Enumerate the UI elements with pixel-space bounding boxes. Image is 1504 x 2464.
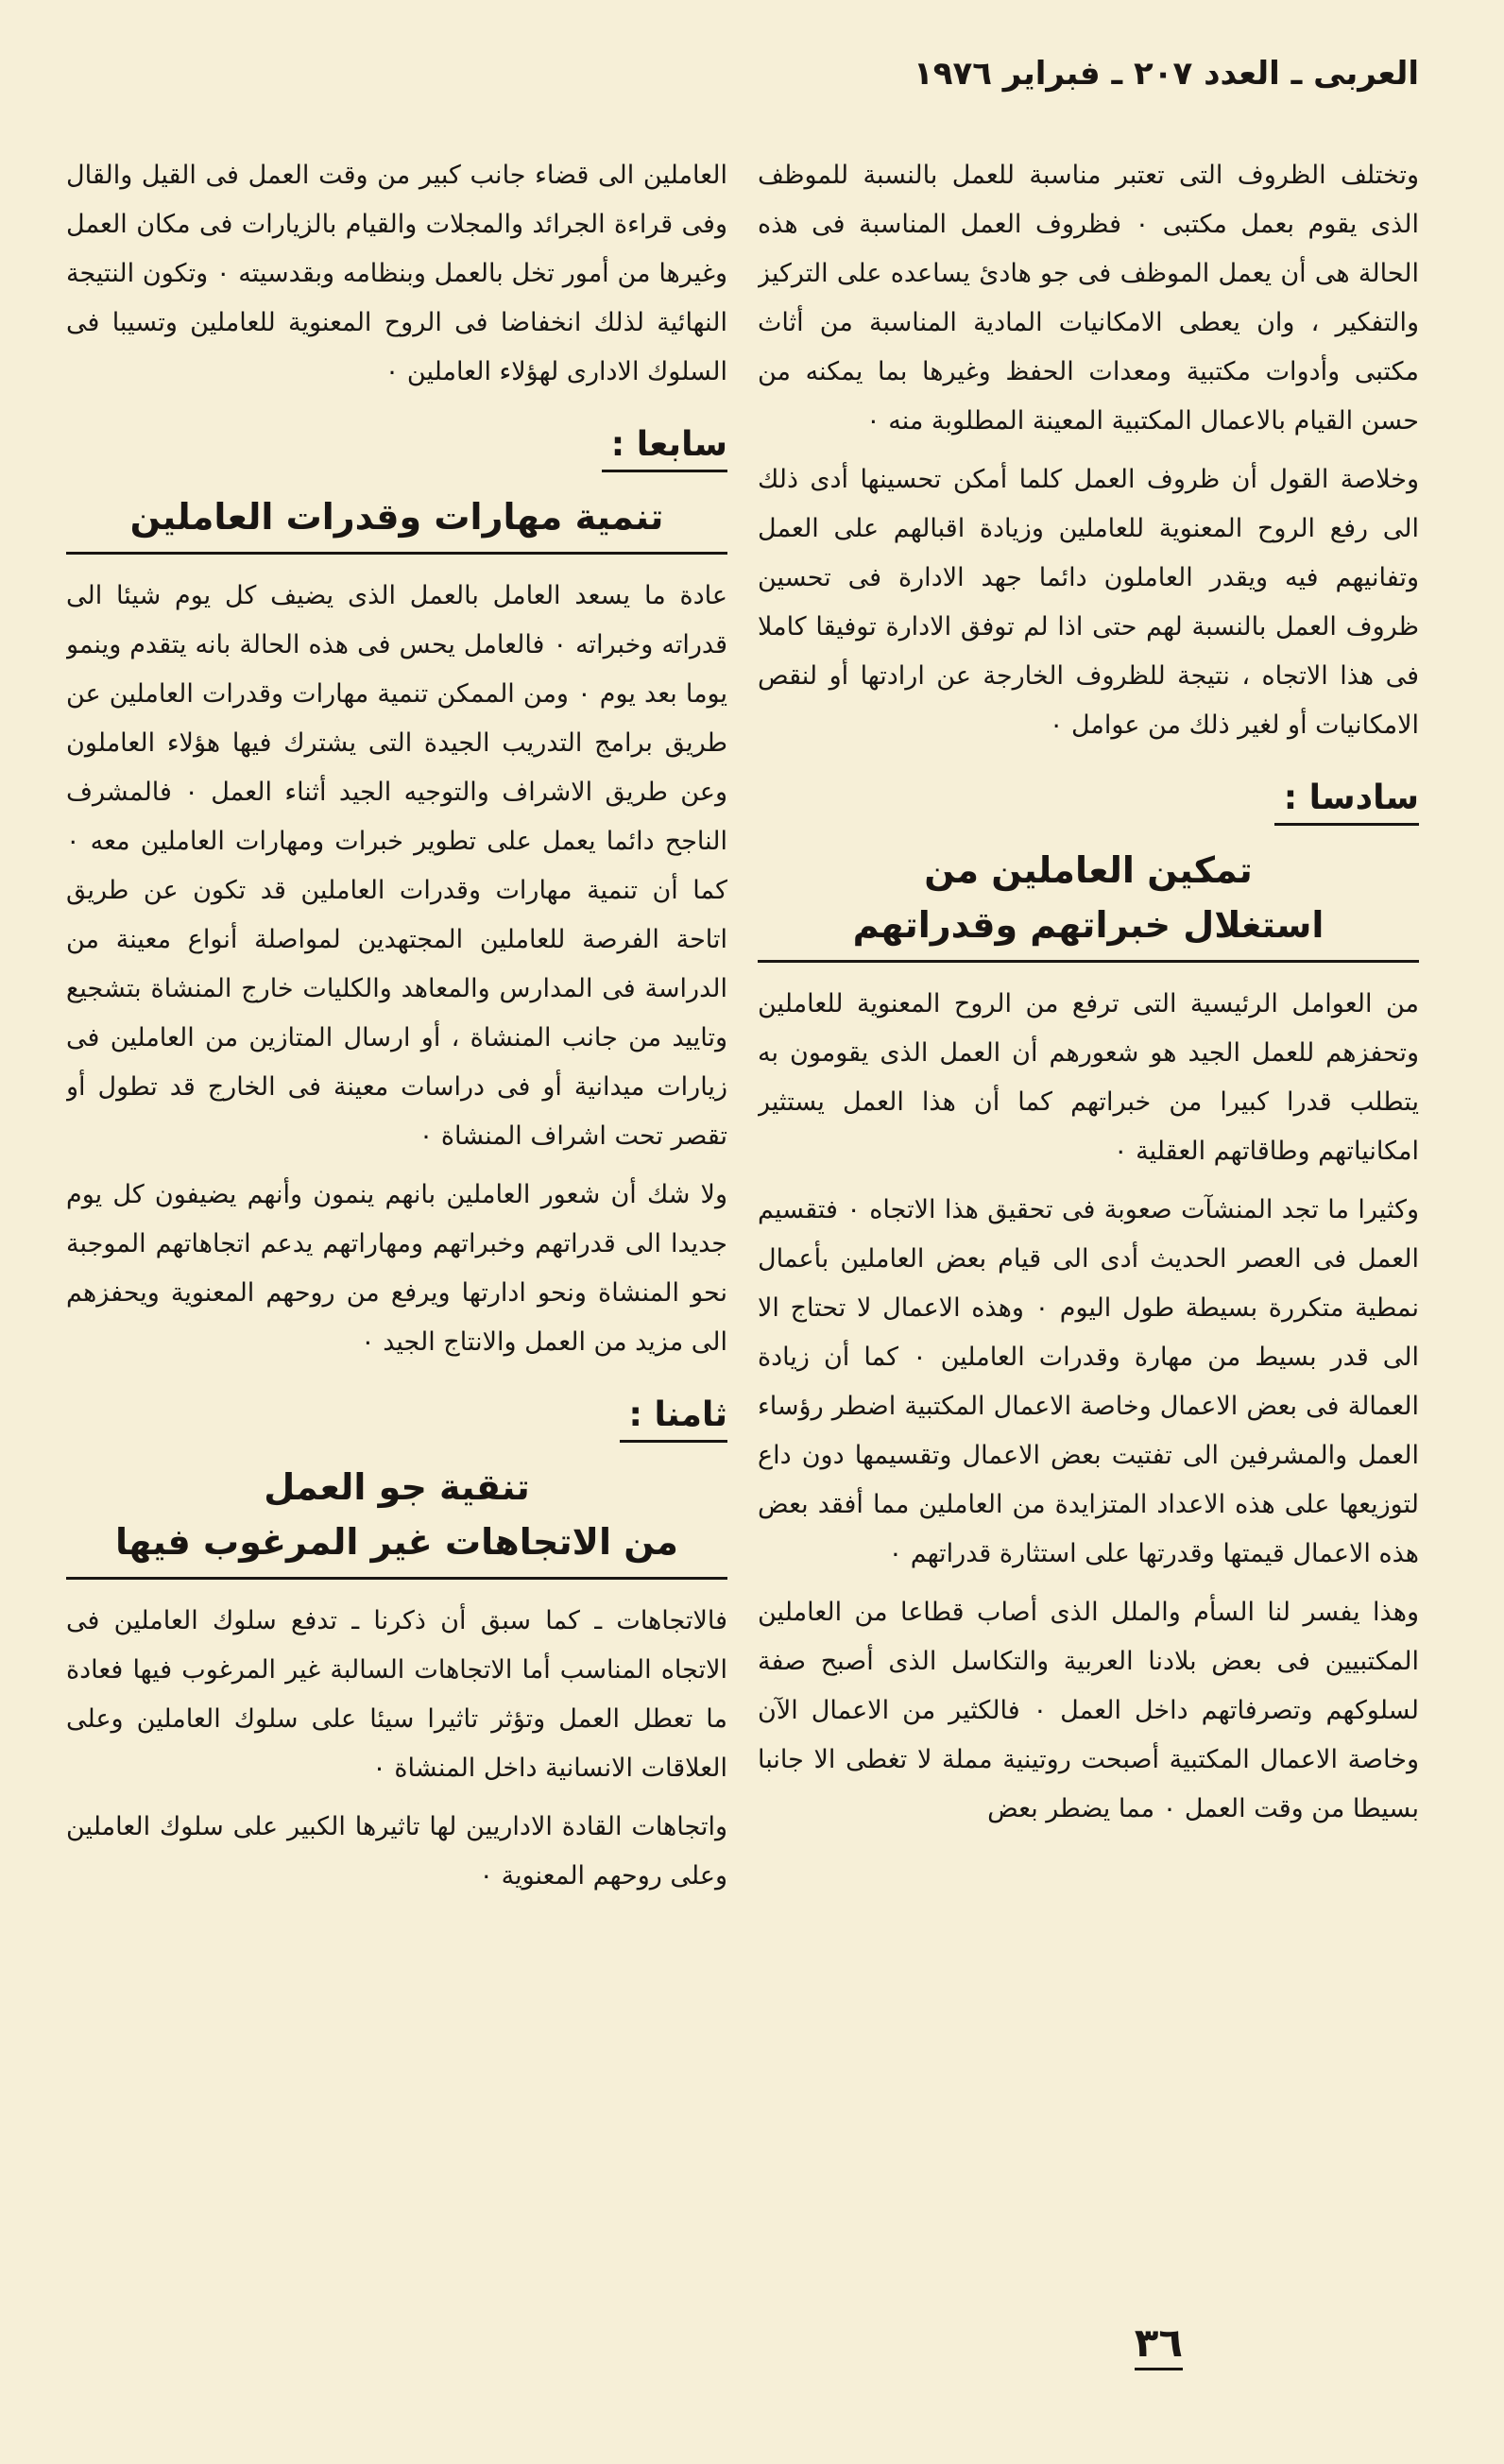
section-title-line: من الاتجاهات غير المرغوب فيها bbox=[115, 1521, 678, 1563]
section-title-7 bbox=[66, 484, 727, 555]
paragraph: ولا شك أن شعور العاملين بانهم ينمون وأنهم يضيفون كل يوم جديدا الى قدراتهم وخبراتهم ومهاراتهم يدعم اتجاهاتهم الموجبة نحو المنشاة ونحو ادارتها ويرفع من روحهم المعنوية ويحفزهم الى مزيد من العمل والانتاج الجيد ٠ bbox=[66, 1180, 727, 1357]
section-title-line: تنمية مهارات وقدرات العاملين bbox=[129, 496, 664, 538]
section-label-7: سابعا : bbox=[602, 425, 727, 472]
paragraph: واتجاهات القادة الاداريين لها تاثيرها الكبير على سلوك العاملين وعلى روحهم المعنوية ٠ bbox=[66, 1812, 727, 1891]
paragraph: العاملين الى قضاء جانب كبير من وقت العمل فى القيل والقال وفى قراءة الجرائد والمجلات والقيام بالزيارات فى مكان العمل وغيرها من أمور تخل بالعمل وبنظامه وبقدسيته ٠ وتكون النتيجة النهائية لذلك انخفاضا فى الروح المعنوية للعاملين وتسيبا فى السلوك الادارى لهؤلاء العاملين ٠ bbox=[66, 161, 727, 386]
left-column bbox=[66, 151, 727, 2211]
paragraph: من العوامل الرئيسية التى ترفع من الروح المعنوية للعاملين وتحفزهم للعمل الجيد هو شعورهم أن العمل الذى يقومون به يتطلب قدرا كبيرا من خبراتهم كما أن هذا العمل يستثير امكانياتهم وطاقاتهم العقلية ٠ bbox=[758, 989, 1419, 1166]
section-title-6 bbox=[758, 837, 1419, 963]
running-head: العربى ـ العدد ٢٠٧ ـ فبراير ١٩٧٦ bbox=[913, 55, 1419, 93]
paragraph: عادة ما يسعد العامل بالعمل الذى يضيف كل يوم شيئا الى قدراته وخبراته ٠ فالعامل يحس فى هذه الحالة بانه يتقدم وينمو يوما بعد يوم ٠ ومن الممكن تنمية مهارات وقدرات العاملين عن طريق برامج التدريب الجيدة التى يشترك فيها هؤلاء العاملون وعن طريق الاشراف والتوجيه الجيد أثناء العمل ٠ فالمشرف الناجح دائما يعمل على تطوير خبرات ومهارات العاملين معه ٠ كما أن تنمية مهارات وقدرات العاملين قد تكون عن طريق اتاحة الفرصة للعاملين المجتهدين لمواصلة أنواع معينة من الدراسة فى المدارس والمعاهد والكليات خارج المنشاة بتشجيع وتاييد من جانب المنشاة ، أو ارسال المتازين من العاملين فى زيارات ميدانية أو فى دراسات معينة فى الخارج قد تطول أو تقصر تحت اشراف المنشاة ٠ bbox=[66, 581, 727, 1151]
section-title-line: استغلال خبراتهم وقدراتهم bbox=[852, 904, 1325, 946]
page-number: ٣٦ bbox=[1135, 2319, 1183, 2370]
paragraph: وهذا يفسر لنا السأم والملل الذى أصاب قطاعا من العاملين المكتبيين فى بعض بلادنا العربية والتكاسل الذى أصبح صفة لسلوكهم وتصرفاتهم داخل العمل ٠ فالكثير من الاعمال الآن وخاصة الاعمال المكتبية أصبحت روتينية مملة لا تغطى الا جانبا بسيطا من وقت العمل ٠ مما يضطر بعض bbox=[758, 1598, 1419, 1823]
section-title-line: تمكين العاملين من bbox=[924, 849, 1253, 891]
section-title-line: تنقية جو العمل bbox=[264, 1466, 530, 1508]
paragraph: وتختلف الظروف التى تعتبر مناسبة للعمل بالنسبة للموظف الذى يقوم بعمل مكتبى ٠ فظروف العمل المناسبة فى هذه الحالة هى أن يعمل الموظف فى جو هادئ يساعده على التركيز والتفكير ، وان يعطى الامكانيات المادية المناسبة من أثاث مكتبى وأدوات مكتبية ومعدات الحفظ وغيرها بما يمكنه من حسن القيام بالاعمال المكتبية المعينة المطلوبة منه ٠ bbox=[758, 161, 1419, 436]
section-title-8 bbox=[66, 1454, 727, 1580]
paragraph: وخلاصة القول أن ظروف العمل كلما أمكن تحسينها أدى ذلك الى رفع الروح المعنوية للعاملين وزيادة اقبالهم على العمل وتفانيهم فيه ويقدر العاملون دائما جهد الادارة فى تحسين ظروف العمل بالنسبة لهم حتى اذا لم توفق الادارة توفيقا كاملا فى هذا الاتجاه ، نتيجة للظروف الخارجة عن ارادتها أو لنقص الامكانيات أو لغير ذلك من عوامل ٠ bbox=[758, 465, 1419, 740]
paragraph: وكثيرا ما تجد المنشآت صعوبة فى تحقيق هذا الاتجاه ٠ فتقسيم العمل فى العصر الحديث أدى الى قيام بعض العاملين بأعمال نمطية متكررة بسيطة طول اليوم ٠ وهذه الاعمال لا تحتاج الا الى قدر بسيط من مهارة وقدرات العاملين ٠ كما أن زيادة العمالة فى بعض الاعمال وخاصة الاعمال المكتبية اضطر رؤساء العمل والمشرفين الى تفتيت بعض الاعمال وتقسيمها دون داع لتوزيعها على هذه الاعداد المتزايدة من العاملين مما أفقد بعض هذه الاعمال قيمتها وقدرتها على استثارة قدراتهم ٠ bbox=[758, 1195, 1419, 1568]
section-label-6: سادسا : bbox=[1274, 779, 1419, 826]
right-column bbox=[758, 151, 1419, 2371]
section-label-8: ثامنا : bbox=[620, 1395, 727, 1443]
paragraph: فالاتجاهات ـ كما سبق أن ذكرنا ـ تدفع سلوك العاملين فى الاتجاه المناسب أما الاتجاهات السالبة غير المرغوب فيها فعادة ما تعطل العمل وتؤثر تاثيرا سيئا على سلوك العاملين وعلى العلاقات الانسانية داخل المنشاة ٠ bbox=[66, 1606, 727, 1783]
